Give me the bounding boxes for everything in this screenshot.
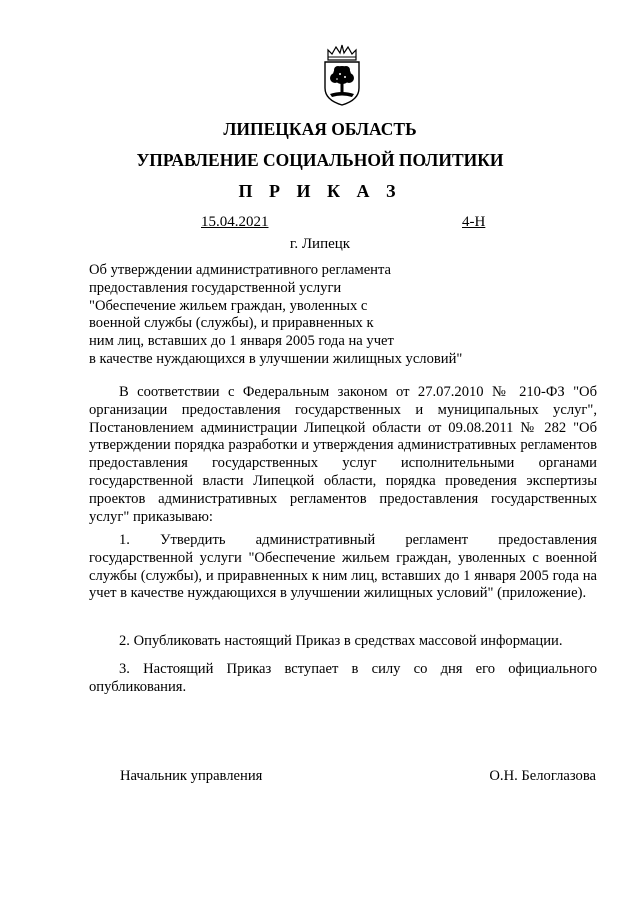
subject-line: ним лиц, вставших до 1 января 2005 года на учет (89, 333, 394, 350)
department-title: УПРАВЛЕНИЕ СОЦИАЛЬНОЙ ПОЛИТИКИ (136, 150, 504, 170)
clause-1: 1. Утвердить административный регламент предоставления государственной услуги "Обеспечение жильем граждан, уволенных с военной службы (службы), и приравненных к ним лиц, вставших до 1 января 2005 года на учет в качестве нуждающихся в улучшении жилищных условий" (приложение). (89, 532, 597, 602)
coat-of-arms-icon (318, 44, 366, 106)
signatory-name: О.Н. Белоглазова (489, 768, 596, 784)
subject-line: в качестве нуждающихся в улучшении жилищных условий" (89, 350, 463, 367)
order-date: 15.04.2021 (201, 214, 269, 230)
subject-line: предоставления государственной услуги (89, 279, 342, 296)
subject-line: Об утверждении административного регламента (89, 262, 392, 278)
city: г. Липецк (289, 236, 351, 252)
signatory-title: Начальник управления (120, 768, 263, 784)
region-title: ЛИПЕЦКАЯ ОБЛАСТЬ (223, 119, 417, 139)
document-type: П Р И К А З (238, 181, 402, 201)
subject-line: военной службы (службы), и приравненных к (89, 315, 374, 332)
order-number: 4-Н (462, 214, 486, 230)
clause-2: 2. Опубликовать настоящий Приказ в средствах массовой информации. (119, 633, 563, 649)
order-subject (89, 262, 509, 369)
preamble-paragraph: В соответствии с Федеральным законом от 27.07.2010 № 210-ФЗ "Об организации предоставления государственных и муниципальных услуг", Постановлением администрации Липецкой области от 09.08.2011 № 282 "Об утверждении порядка разработки и утверждения административных регламентов предоставления государственных услуг исполнительными органами государственной власти Липецкой области, порядка проведения экспертизы проектов административных регламентов предоставления государственных услуг" приказываю: (89, 384, 597, 525)
clause-3: 3. Настоящий Приказ вступает в силу со дня его официального опубликования. (89, 661, 597, 695)
subject-line: "Обеспечение жильем граждан, уволенных с (89, 297, 368, 314)
